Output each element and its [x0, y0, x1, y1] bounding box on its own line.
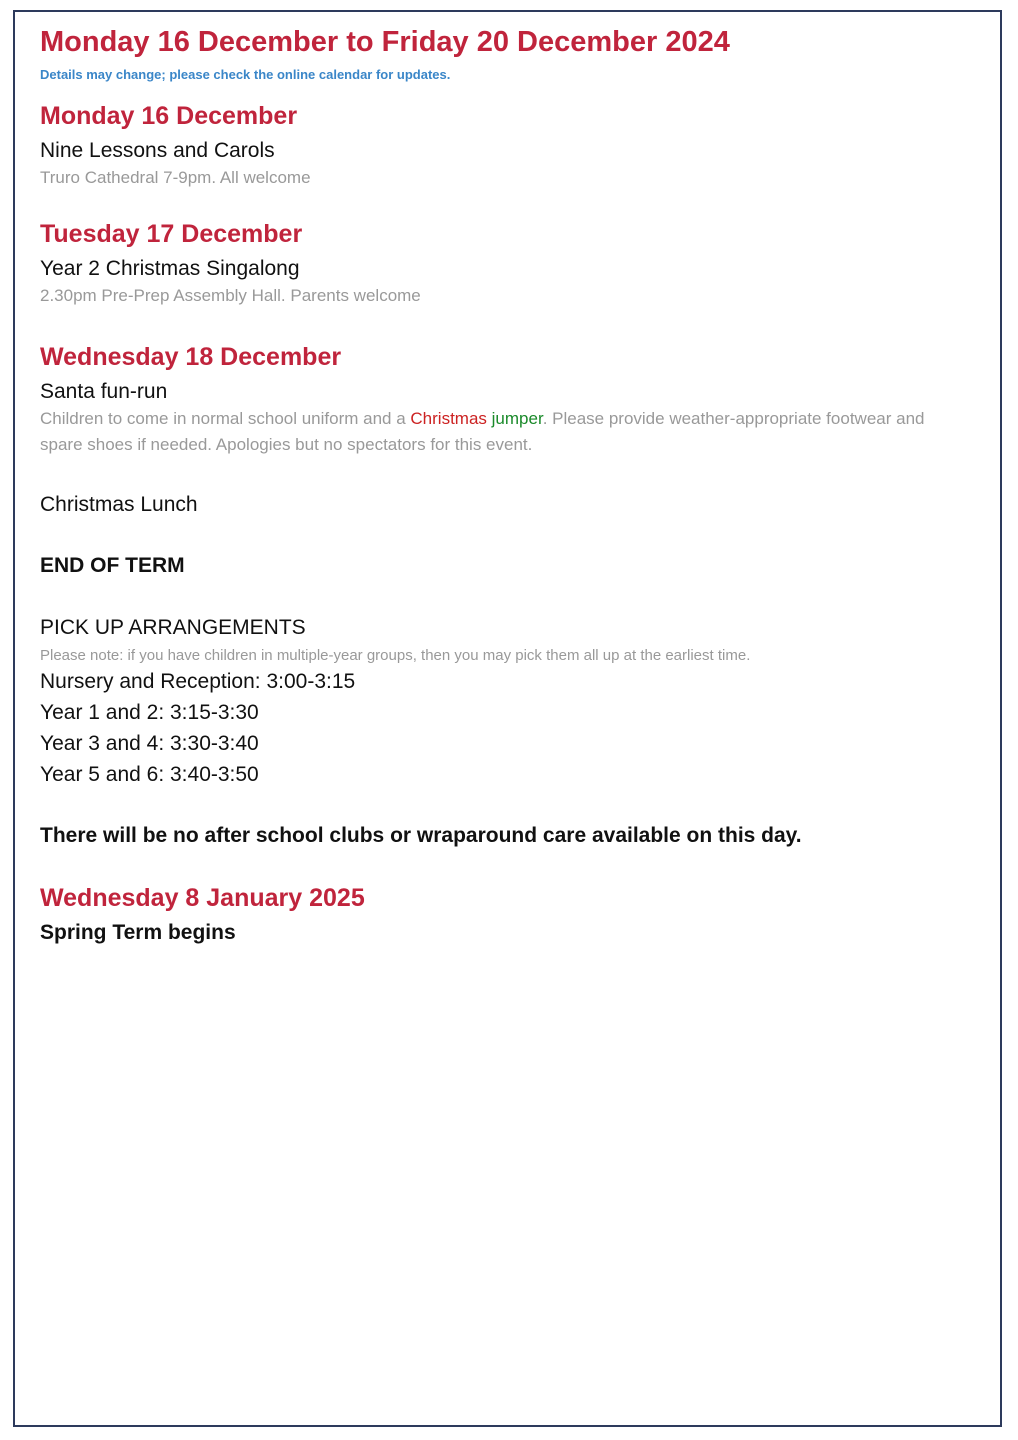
end-of-term: END OF TERM [40, 554, 185, 577]
update-note: Details may change; please check the online calendar for updates. [40, 67, 451, 82]
day-heading-tuesday: Tuesday 17 December [40, 220, 303, 248]
page-title: Monday 16 December to Friday 20 December 2024 [40, 26, 730, 58]
event-title-funrun: Santa fun-run [40, 380, 168, 403]
funrun-text-part1: Children to come in normal school uniform and a [40, 409, 411, 428]
funrun-text-part2: . Please provide weather-appropriate footwear and spare shoes if needed. Apologies but no spectators for this event. [40, 409, 925, 454]
event-spring-term: Spring Term begins [40, 921, 236, 944]
day-heading-wednesday: Wednesday 18 December [40, 343, 342, 371]
event-details-carols: Truro Cathedral 7-9pm. All welcome [40, 168, 311, 187]
event-christmas-lunch: Christmas Lunch [40, 493, 198, 516]
pickup-note: Please note: if you have children in multiple-year groups, then you may pick them all up at the earliest time. [40, 647, 751, 664]
pickup-time-year1-2: Year 1 and 2: 3:15-3:30 [40, 701, 259, 724]
pickup-heading: PICK UP ARRANGEMENTS [40, 616, 306, 639]
jumper-word: jumper [491, 409, 543, 428]
event-details-singalong: 2.30pm Pre-Prep Assembly Hall. Parents welcome [40, 286, 421, 305]
no-clubs-notice: There will be no after school clubs or wraparound care available on this day. [40, 824, 802, 847]
pickup-time-year3-4: Year 3 and 4: 3:30-3:40 [40, 732, 259, 755]
pickup-time-nursery: Nursery and Reception: 3:00-3:15 [40, 670, 356, 693]
event-title-singalong: Year 2 Christmas Singalong [40, 257, 300, 280]
event-details-funrun [40, 406, 960, 458]
pickup-time-year5-6: Year 5 and 6: 3:40-3:50 [40, 763, 259, 786]
day-heading-monday: Monday 16 December [40, 102, 298, 130]
christmas-word: Christmas [410, 409, 487, 428]
event-title-carols: Nine Lessons and Carols [40, 139, 275, 162]
day-heading-january: Wednesday 8 January 2025 [40, 884, 365, 912]
